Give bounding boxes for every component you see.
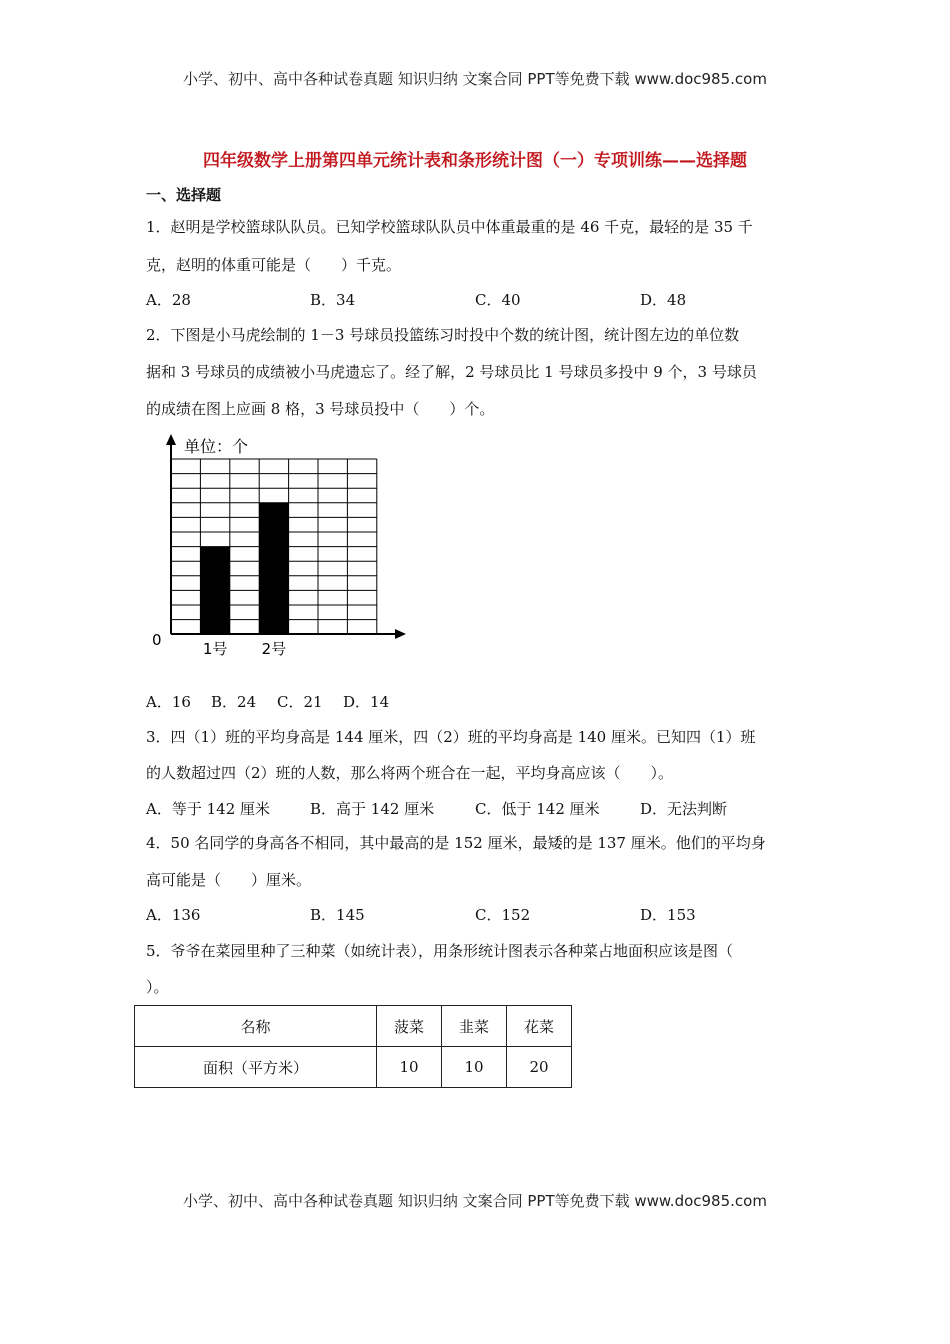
table-row — [135, 1047, 572, 1088]
q5-line2: ）。 — [146, 978, 169, 996]
vegetable-area-table — [134, 1005, 572, 1088]
q4-option-b: B．145 — [310, 906, 365, 924]
table-cell: 10 — [442, 1047, 507, 1088]
q5-line1: 5．爷爷在菜园里种了三种菜（如统计表），用条形统计图表示各种菜占地面积应该是图（ — [146, 942, 734, 960]
table-cell: 10 — [377, 1047, 442, 1088]
table-header-cell: 花菜 — [507, 1006, 572, 1047]
y-axis-arrow — [166, 434, 176, 445]
q2-option-c: C．21 — [277, 693, 323, 711]
table-header-cell: 菠菜 — [377, 1006, 442, 1047]
q4-option-c: C．152 — [475, 906, 531, 924]
q3-line2: 的人数超过四（2）班的人数，那么将两个班合在一起，平均身高应该（ ）。 — [146, 764, 674, 782]
table-header-cell: 名称 — [135, 1006, 377, 1047]
bar-2 — [259, 503, 288, 634]
unit-label: 单位：个 — [184, 437, 249, 456]
section-heading: 一、选择题 — [146, 186, 222, 204]
q1-line2: 克，赵明的体重可能是（ ）千克。 — [146, 256, 402, 274]
page-footer: 小学、初中、高中各种试卷真题 知识归纳 文案合同 PPT等免费下载 www.doc985.com — [183, 1192, 767, 1210]
q4-line2: 高可能是（ ）厘米。 — [146, 871, 312, 889]
category-label: 2号 — [261, 640, 287, 658]
q3-option-a: A．等于 142 厘米 — [146, 800, 270, 818]
page-title: 四年级数学上册第四单元统计表和条形统计图（一）专项训练——选择题 — [203, 151, 747, 171]
x-axis-arrow — [395, 629, 406, 639]
origin-label: 0 — [152, 631, 162, 649]
q3-line1: 3．四（1）班的平均身高是 144 厘米，四（2）班的平均身高是 140 厘米。已知四（1）班 — [146, 728, 756, 746]
table-cell: 20 — [507, 1047, 572, 1088]
bar-chart — [140, 430, 420, 662]
page-header: 小学、初中、高中各种试卷真题 知识归纳 文案合同 PPT等免费下载 www.doc985.com — [183, 70, 767, 88]
table-header-cell: 韭菜 — [442, 1006, 507, 1047]
q4-option-a: A．136 — [146, 906, 201, 924]
q2-line2: 据和 3 号球员的成绩被小马虎遗忘了。经了解，2 号球员比 1 号球员多投中 9 个，3 号球员 — [146, 363, 757, 381]
q3-option-d: D．无法判断 — [640, 800, 728, 818]
q4-option-d: D．153 — [640, 906, 696, 924]
q2-option-b: B．24 — [211, 693, 257, 711]
category-label: 1号 — [202, 640, 228, 658]
q1-option-c: C．40 — [475, 291, 521, 309]
bar-1 — [200, 547, 229, 635]
q2-line1: 2．下图是小马虎绘制的 1－3 号球员投篮练习时投中个数的统计图，统计图左边的单位数 — [146, 326, 740, 344]
q3-option-b: B．高于 142 厘米 — [310, 800, 435, 818]
q3-option-c: C．低于 142 厘米 — [475, 800, 600, 818]
q2-line3: 的成绩在图上应画 8 格，3 号球员投中（ ）个。 — [146, 400, 495, 418]
table-cell: 面积（平方米） — [135, 1047, 377, 1088]
q2-option-a: A．16 — [146, 693, 191, 711]
q2-option-d: D．14 — [343, 693, 390, 711]
q1-option-b: B．34 — [310, 291, 356, 309]
q1-line1: 1．赵明是学校篮球队队员。已知学校篮球队队员中体重最重的是 46 千克，最轻的是 35 千 — [146, 218, 753, 236]
q4-line1: 4．50 名同学的身高各不相同，其中最高的是 152 厘米，最矮的是 137 厘米。他们的平均身 — [146, 834, 766, 852]
q1-option-d: D．48 — [640, 291, 687, 309]
q1-option-a: A．28 — [146, 291, 191, 309]
table-header-row — [135, 1006, 572, 1047]
chart-bars — [200, 503, 288, 634]
